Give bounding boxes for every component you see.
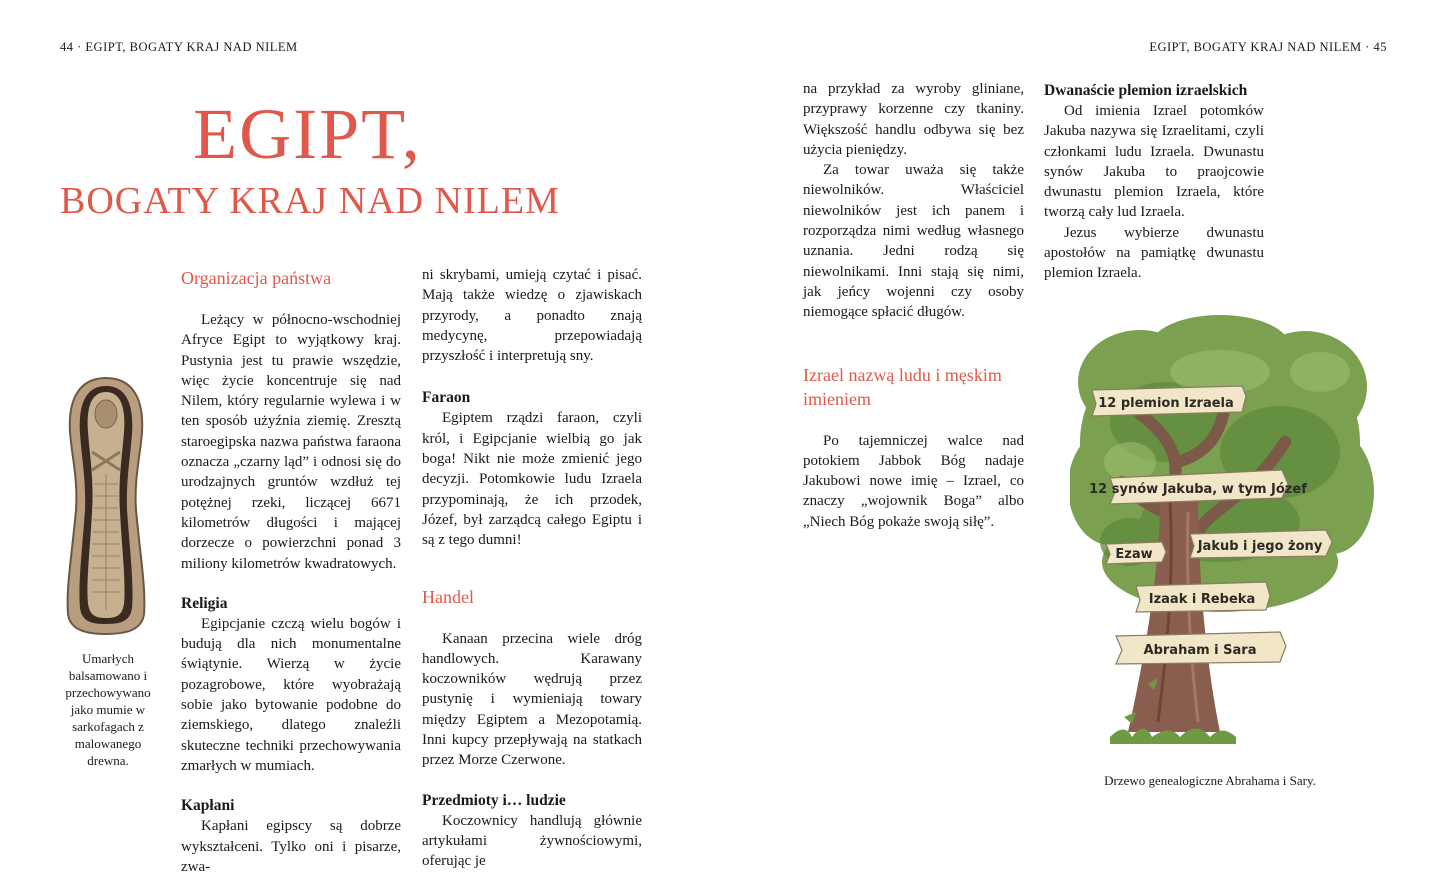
- family-tree-illustration: [1070, 312, 1375, 752]
- paragraph-skrybowie: ni skrybami, umieją czytać i pisać. Mają także wiedzę o zjawiskach przyrody, a ponadto znają medycynę, przepowiadają przyszłość i interpretują sny.: [422, 267, 642, 365]
- column-2: [422, 265, 642, 872]
- paragraph-plemiona: Od imienia Izrael potomków Jakuba nazywa się Izraelitami, czyli członkami ludu Izraela. Dwunastu synów Jakuba to praojcowie dwunastu plemion Izraela, które tworzą cały lud Izraela.: [1044, 103, 1264, 221]
- heading-izrael: Izrael nazwą ludu i męskim imieniem: [803, 364, 1002, 409]
- heading-kaplani: Kapłani: [181, 797, 235, 815]
- paragraph-faraon: Egiptem rządzi faraon, czyli król, i Egipcjanie wielbią go jak boga! Nikt nie może zmienić jego decyzji. Potomkowie ludu Izraela przypominają, że ich przodek, Józef, był zarządcą całego Egiptu i są z tego dumni!: [422, 410, 642, 549]
- paragraph-przedmioty: Koczownicy handlują głównie artykułami żywnościowymi, oferując je: [422, 812, 642, 870]
- tree-caption: Drzewo genealogiczne Abrahama i Sary.: [1104, 773, 1316, 788]
- page-header-left: 44 · EGIPT, BOGATY KRAJ NAD NILEM: [60, 40, 298, 54]
- title-line2: BOGATY KRAJ NAD NILEM: [60, 180, 560, 222]
- tree-label-synowie: 12 synów Jakuba, w tym Józef: [1089, 482, 1307, 497]
- column-4: [1044, 81, 1264, 284]
- column-1: [181, 266, 401, 877]
- column-3: [803, 79, 1024, 532]
- heading-przedmioty: Przedmioty i… ludzie: [422, 791, 566, 809]
- paragraph-kaplani: Kapłani egipscy są dobrze wykształceni. Tylko oni i pisarze, zwa-: [181, 818, 401, 875]
- paragraph-religia: Egipcjanie czczą wielu bogów i budują dla nich monumentalne świątynie. Wierzą w życie pozagrobowe, które wyobrażają sobie jako bytowanie podobne do ziemskiego, dlatego znaleźli skuteczne techniki przechowywania zmarłych w mumiach.: [181, 615, 401, 774]
- heading-plemiona: Dwanaście plemion izraelskich: [1044, 82, 1248, 99]
- paragraph-towary: na przykład za wyroby gliniane, przyprawy korzenne czy tkaniny. Większość handlu odbywa się bez użycia pieniędzy.: [803, 81, 1024, 158]
- tree-label-plemiona: 12 plemion Izraela: [1098, 396, 1234, 411]
- heading-organizacja: Organizacja państwa: [181, 268, 332, 288]
- mummy-illustration: [60, 374, 152, 636]
- heading-religia: Religia: [181, 594, 228, 612]
- tree-label-ezaw: Ezaw: [1115, 547, 1153, 562]
- paragraph-niewolnicy: Za towar uważa się także niewolników. Właściciel niewolników jest ich panem i rozporządza nimi według własnego uznania. Jedni rodzą się niewolnikami. Inni stają się nimi, jak jeńcy wojenni czy osoby niemogące spłacić długów.: [803, 162, 1024, 321]
- heading-handel: Handel: [422, 586, 474, 607]
- paragraph-izrael: Po tajemniczej walce nad potokiem Jabbok Bóg nadaje Jakubowi nowe imię – Izrael, co znaczy „wojownik Boga” albo „Niech Bóg pokaże swoją siłę”.: [803, 432, 1024, 530]
- page-header-right: EGIPT, BOGATY KRAJ NAD NILEM · 45: [1149, 40, 1387, 54]
- tree-label-izaak: Izaak i Rebeka: [1148, 592, 1256, 607]
- tree-label-jakub: Jakub i jego żony: [1197, 539, 1323, 554]
- title-line1: EGIPT,: [193, 94, 422, 174]
- mummy-caption: Umarłych balsamowano i przechowywano jako mumie w sarkofagach z malowanego drewna.: [65, 651, 151, 768]
- paragraph-organizacja: Leżący w północno-wschodniej Afryce Egipt to wyjątkowy kraj. Pustynia jest tu prawie wszędzie, więc życie koncentruje się nad Nilem, który regularnie wylewa i w ten sposób użyźnia ziemię. Zresztą staroegipska nazwa państwa faraona oznacza „czarny ląd” i odnosi się do urodzajnych gruntów wzdłuż tej potężnej rzeki, liczącej 6671 kilometrów długości i mającej dorzecze o powierzchni ponad 3 miliony kilometrów kwadratowych.: [181, 312, 401, 572]
- tree-label-abraham: Abraham i Sara: [1143, 643, 1257, 658]
- paragraph-handel: Kanaan przecina wiele dróg handlowych. Karawany koczowników wędrują przez pustynię i wymieniają towary między Egiptem a Mezopotamią. Inni kupcy przepływają na statkach przez Morze Czerwone.: [422, 630, 642, 769]
- paragraph-apostolowie: Jezus wybierze dwunastu apostołów na pamiątkę dwunastu plemion Izraela.: [1044, 224, 1264, 282]
- heading-faraon: Faraon: [422, 389, 471, 407]
